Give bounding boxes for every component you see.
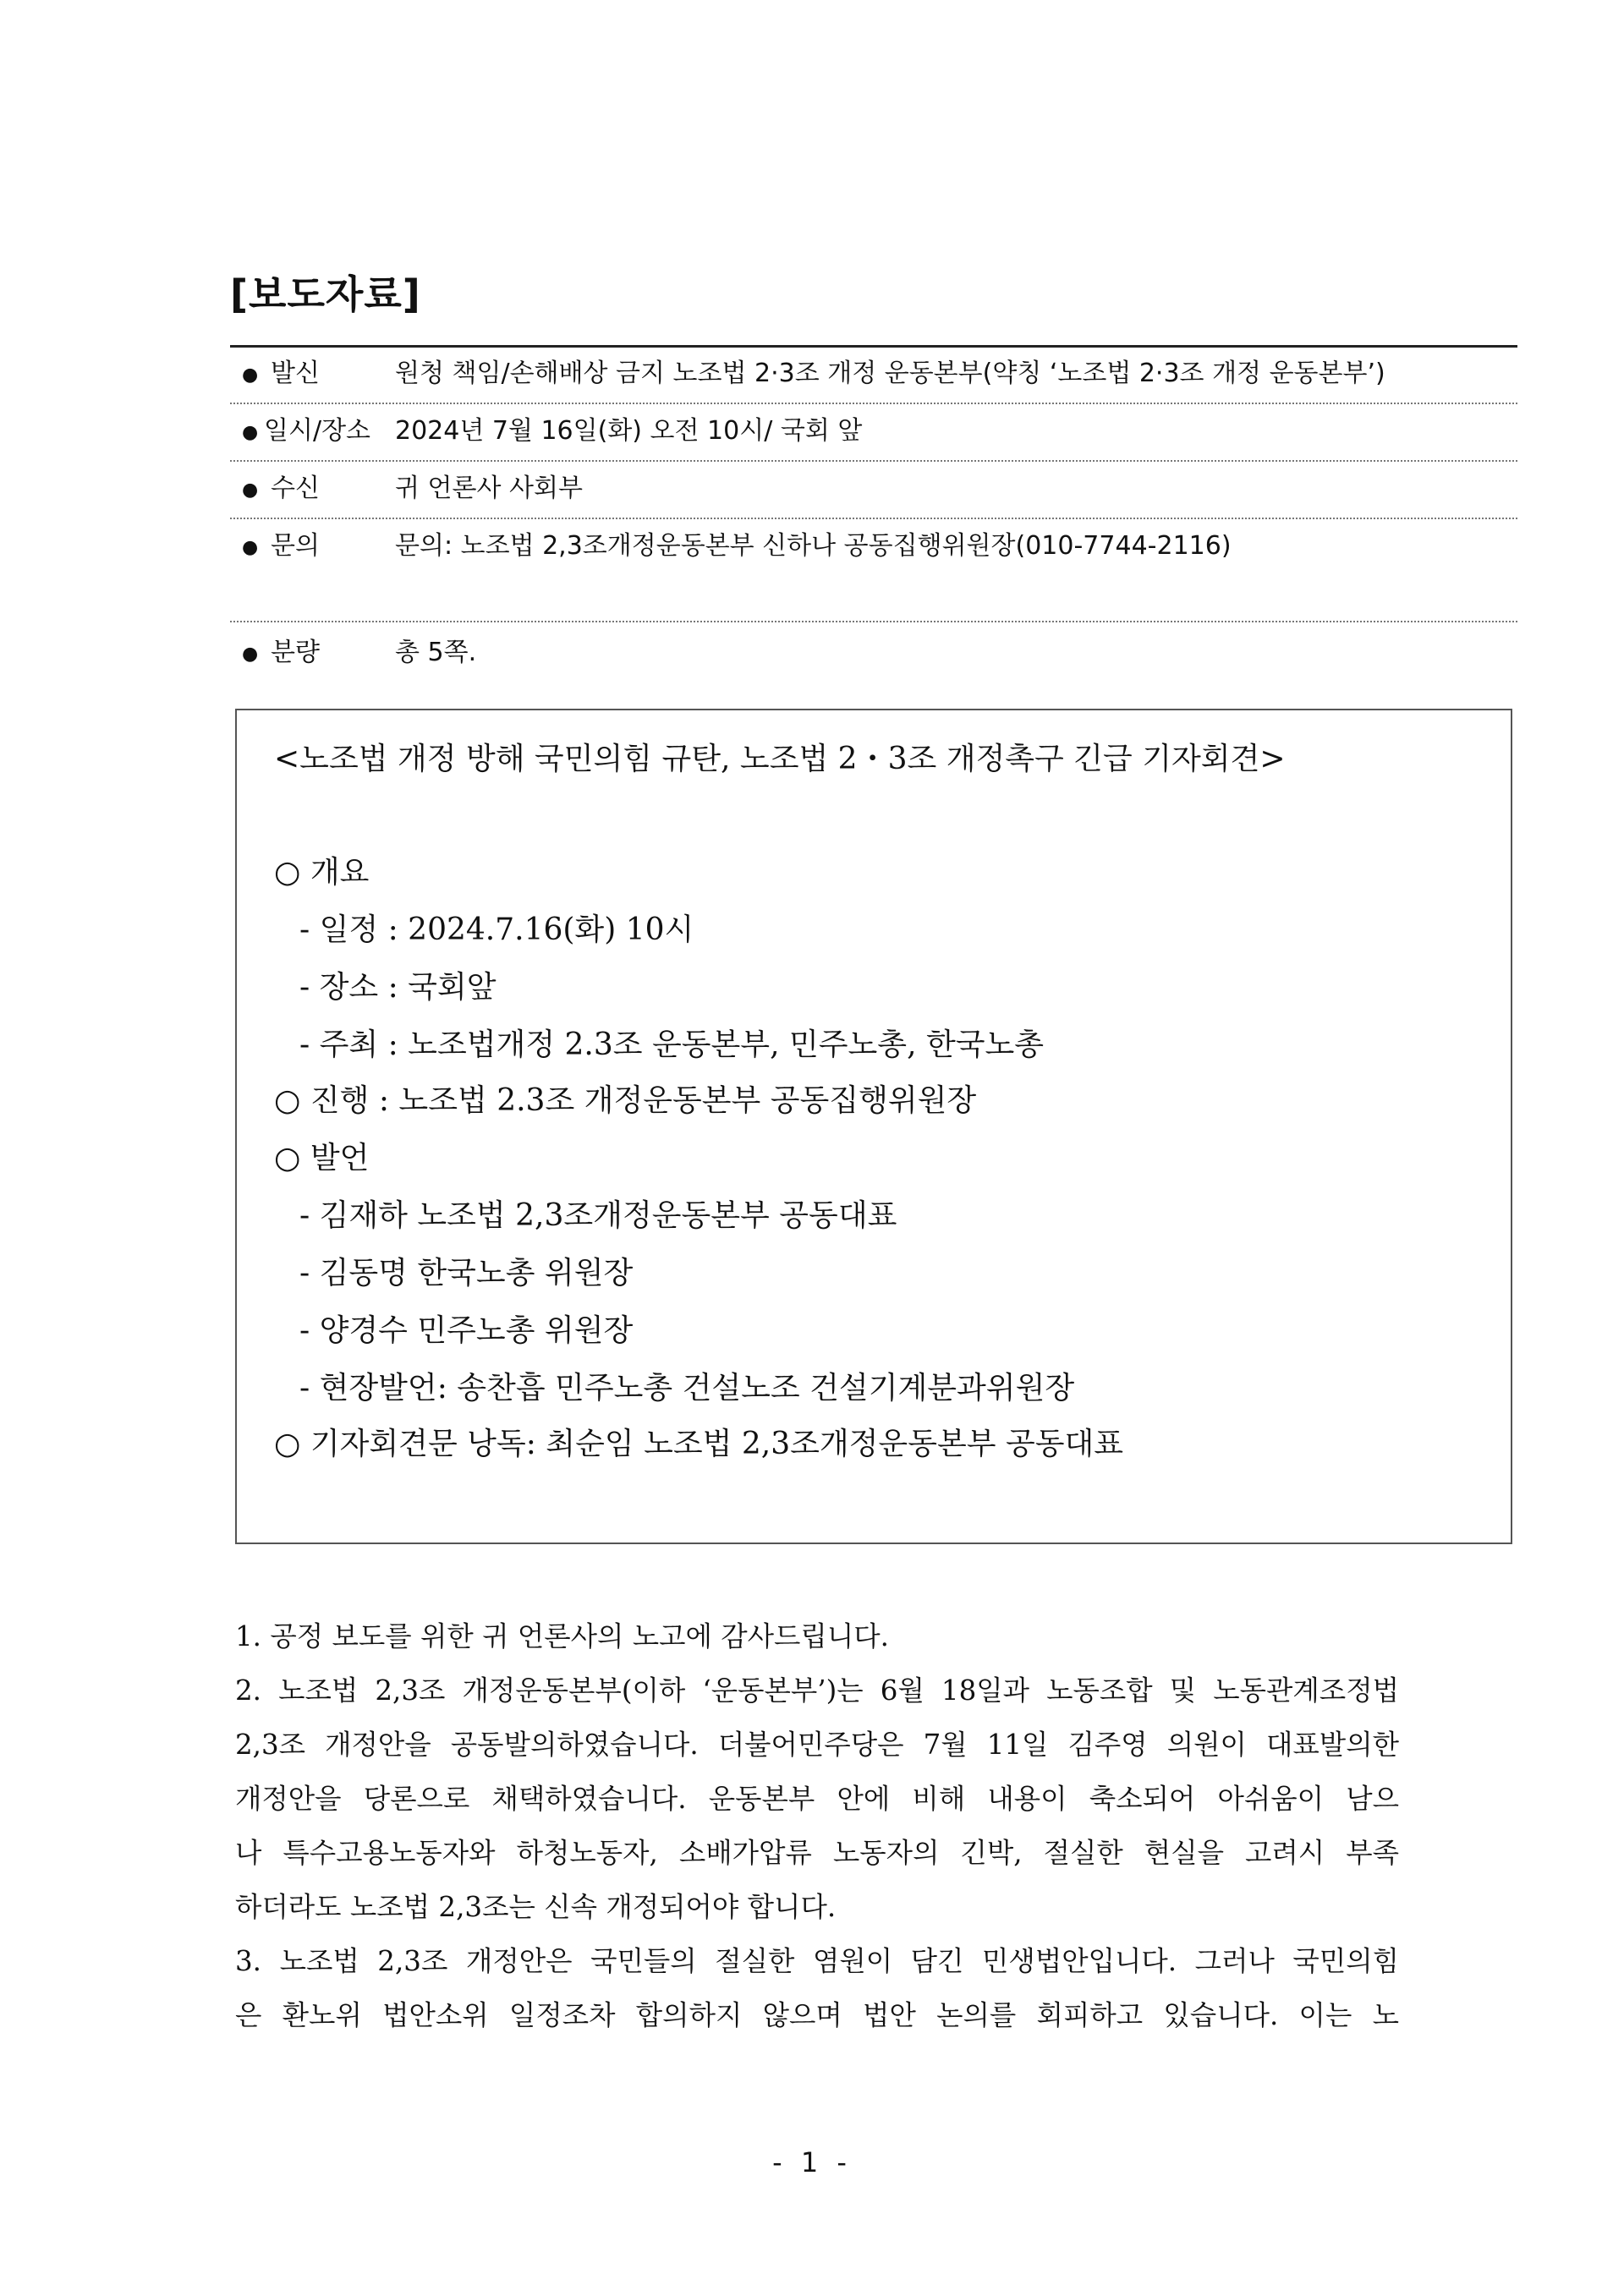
meta-row-datetime-place [230,406,1517,462]
document-title: [보도자료] [230,271,421,317]
bullet-icon: ● [242,364,259,386]
title-divider [230,345,1517,348]
body-paragraph-line: 3. 노조법 2,3조 개정안은 국민들의 절실한 염원이 담긴 민생법안입니다. 그러나 국민의힘 [235,1945,1399,1977]
meta-label: 발신 [271,359,320,388]
meta-label: 일시/장소 [264,416,371,446]
summary-heading: <노조법 개정 방해 국민의힘 규탄, 노조법 2・3조 개정촉구 긴급 기자회견> [274,742,1286,776]
meta-row-page-count [230,627,1517,683]
meta-label: 문의 [271,531,320,561]
meta-value: 귀 언론사 사회부 [395,474,583,503]
dotted-divider [230,403,1517,404]
dotted-divider [230,460,1517,462]
summary-subitem: - 장소 : 국회앞 [299,970,497,1005]
summary-item: ○ 발언 [274,1141,370,1175]
summary-item: ○ 개요 [274,855,370,890]
summary-subitem: - 김재하 노조법 2,3조개정운동본부 공동대표 [299,1198,897,1233]
meta-value: 2024년 7월 16일(화) 오전 10시/ 국회 앞 [395,416,863,446]
meta-value: 총 5쪽. [395,638,477,667]
summary-subitem: - 양경수 민주노총 위원장 [299,1313,634,1348]
summary-subitem: - 일정 : 2024.7.16(화) 10시 [299,912,694,947]
meta-value: 원청 책임/손해배상 금지 노조법 2·3조 개정 운동본부(약칭 ‘노조법 2·3조 개정 운동본부’) [395,359,1385,388]
event-summary-box [235,709,1512,1544]
meta-row-sender [230,348,1517,404]
bullet-icon: ● [242,644,259,665]
meta-label: 수신 [271,474,320,503]
summary-item: ○ 기자회견문 낭독: 최순임 노조법 2,3조개정운동본부 공동대표 [274,1427,1124,1461]
body-paragraph-line: 나 특수고용노동자와 하청노동자, 소배가압류 노동자의 긴박, 절실한 현실을 고려시 부족 [235,1837,1399,1869]
body-paragraph-line: 2. 노조법 2,3조 개정운동본부(이하 ‘운동본부’)는 6월 18일과 노동조합 및 노동관계조정법 [235,1674,1399,1707]
meta-row-inquiry [230,521,1517,622]
summary-subitem: - 주최 : 노조법개정 2.3조 운동본부, 민주노총, 한국노총 [299,1027,1045,1062]
page-number: - 1 - [772,2146,852,2178]
bullet-icon: ● [242,537,259,558]
summary-subitem: - 김동명 한국노총 위원장 [299,1256,634,1290]
meta-value: 문의: 노조법 2,3조개정운동본부 신하나 공동집행위원장(010-7744-2116) [395,531,1232,561]
body-paragraph-line: 2,3조 개정안을 공동발의하였습니다. 더불어민주당은 7월 11일 김주영 의원이 대표발의한 [235,1729,1399,1761]
bullet-icon: ● [242,479,259,501]
body-paragraph-line: 1. 공정 보도를 위한 귀 언론사의 노고에 감사드립니다. [235,1620,889,1652]
summary-item: ○ 진행 : 노조법 2.3조 개정운동본부 공동집행위원장 [274,1083,977,1118]
bullet-icon: ● [242,422,259,443]
body-paragraph-line: 은 환노위 법안소위 일정조차 합의하지 않으며 법안 논의를 회피하고 있습니다. 이는 노 [235,1999,1399,2031]
meta-row-recipient [230,463,1517,519]
dotted-divider [230,518,1517,519]
dotted-divider [230,621,1517,622]
body-paragraph-line: 하더라도 노조법 2,3조는 신속 개정되어야 합니다. [235,1891,837,1923]
summary-subitem: - 현장발언: 송찬흡 민주노총 건설노조 건설기계분과위원장 [299,1371,1075,1406]
meta-label: 분량 [271,638,320,667]
body-paragraph-line: 개정안을 당론으로 채택하였습니다. 운동본부 안에 비해 내용이 축소되어 아쉬움이 남으 [235,1783,1399,1815]
